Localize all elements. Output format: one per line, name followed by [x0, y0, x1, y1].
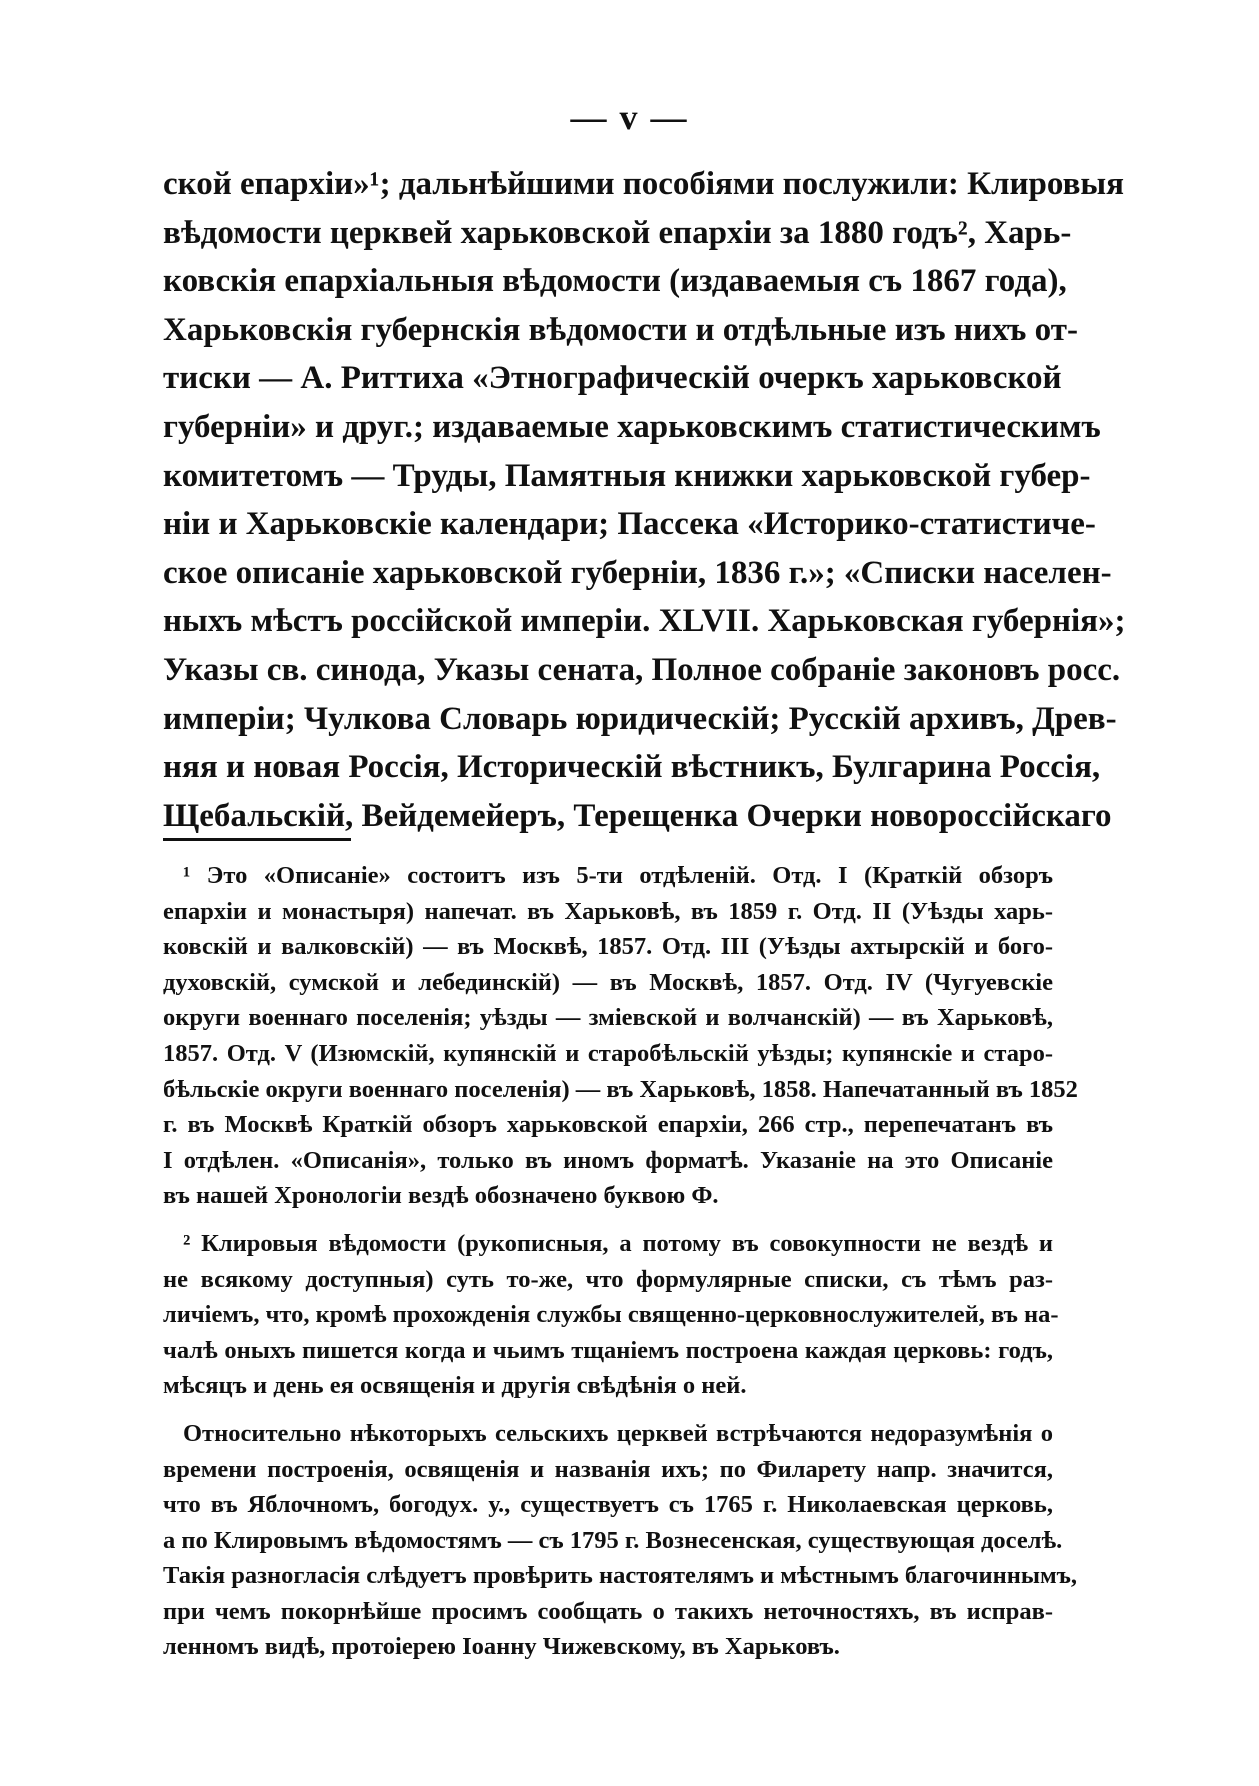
main-text-line: ковскія епархіальныя вѣдомости (издаваемыя съ 1867 года), [163, 263, 1067, 300]
main-text-line: имперіи; Чулкова Словарь юридическій; Русскій архивъ, Древ- [163, 700, 1117, 737]
footnote-line: духовскій, сумской и лебединскій) — въ Москвѣ, 1857. Отд. IV (Чугуевскіе [163, 968, 1053, 996]
footnote-line: времени построенія, освященія и названія ихъ; по Филарету напр. значится, [163, 1455, 1053, 1483]
footnote-line: 1857. Отд. V (Изюмскій, купянскій и старобѣльскій уѣзды; купянскіе и старо- [163, 1039, 1053, 1067]
main-text-line: губерніи» и друг.; издаваемые харьковскимъ статистическимъ [163, 408, 1101, 445]
footnote-1 [163, 858, 1078, 1214]
footnote-line: I отдѣлен. «Описанія», только въ иномъ форматѣ. Указаніе на это Описаніе [163, 1146, 1053, 1174]
main-text-line: вѣдомости церквей харьковской епархіи за 1880 годъ², Харь- [163, 214, 1072, 251]
main-text-line: Указы св. синода, Указы сената, Полное собраніе законовъ росс. [163, 651, 1121, 688]
main-text-line: тиски — А. Риттиха «Этнографическій очеркъ харьковской [163, 360, 1062, 397]
footnote-line: а по Клировымъ вѣдомостямъ — съ 1795 г. Вознесенская, существующая доселѣ. [163, 1526, 1063, 1554]
main-text-line: Щебальскій, Вейдемейеръ, Терещенка Очерки новороссійскаго [163, 797, 1112, 834]
main-text-line: няя и новая Россія, Историческій вѣстникъ, Булгарина Россія, [163, 749, 1101, 786]
footnote-line: епархіи и монастыря) напечат. въ Харьковѣ, въ 1859 г. Отд. II (Уѣзды харь- [163, 897, 1053, 925]
footnote-line: мѣсяцъ и день ея освященія и другія свѣдѣнія о ней. [163, 1372, 747, 1400]
footnote-line: ¹ Это «Описаніе» состоитъ изъ 5-ти отдѣленій. Отд. I (Краткій обзоръ [183, 862, 1053, 889]
main-text-line: Харьковскія губернскія вѣдомости и отдѣльные изъ нихъ от- [163, 311, 1078, 348]
main-text-line: ской епархіи»¹; дальнѣйшими пособіями послужили: Клировыя [163, 166, 1125, 202]
footnote-2 [163, 1226, 1059, 1404]
footnote-line: бѣльскіе округи военнаго поселенія) — въ Харьковѣ, 1858. Напечатанный въ 1852 [163, 1075, 1078, 1103]
footnote-line: Относительно нѣкоторыхъ сельскихъ церквей встрѣчаются недоразумѣнія о [183, 1419, 1053, 1447]
main-text-line: комитетомъ — Труды, Памятныя книжки харьковской губер- [163, 457, 1091, 494]
footnote-line: округи военнаго поселенія; уѣзды — зміевской и волчанскій) — въ Харьковѣ, [163, 1004, 1053, 1032]
footnote-separator-rule [163, 838, 351, 841]
footnote-line: Такія разногласія слѣдуетъ провѣрить настоятелямъ и мѣстнымъ благочиннымъ, [163, 1562, 1078, 1590]
page-number: — v — [570, 97, 689, 137]
footnote-line: не всякому доступныя) суть то-же, что формулярные списки, съ тѣмъ раз- [163, 1265, 1053, 1293]
main-text-block [163, 160, 1126, 840]
main-text-line: ніи и Харьковскіе календари; Пассека «Историко-статистиче- [163, 506, 1096, 543]
footnote-continuation [163, 1416, 1078, 1665]
footnote-line: при чемъ покорнѣйше просимъ сообщать о такихъ неточностяхъ, въ исправ- [163, 1597, 1053, 1625]
footnote-line: личіемъ, что, кромѣ прохожденія службы священно-церковнослужителей, въ на- [163, 1301, 1059, 1329]
footnote-line: ленномъ видѣ, протоіерею Іоанну Чижевскому, въ Харьковъ. [163, 1633, 840, 1661]
main-text-line: ское описаніе харьковской губерніи, 1836 г.»; «Списки населен- [163, 554, 1112, 591]
footnote-line: ² Клировыя вѣдомости (рукописныя, а потому въ совокупности не вездѣ и [183, 1229, 1053, 1257]
footnote-line: чалѣ оныхъ пишется когда и чьимъ тщаніемъ построена каждая церковь: годъ, [163, 1336, 1053, 1364]
footnote-line: въ нашей Хронологіи вездѣ обозначено буквою Ф. [163, 1182, 719, 1210]
footnote-line: ковскій и валковскій) — въ Москвѣ, 1857. Отд. III (Уѣзды ахтырскій и бого- [163, 933, 1053, 961]
footnote-line: г. въ Москвѣ Краткій обзоръ харьковской епархіи, 266 стр., перепечатанъ въ [163, 1111, 1053, 1139]
main-text-line: ныхъ мѣстъ россійской имперіи. XLVII. Харьковская губернія»; [163, 603, 1126, 640]
footnotes-block [163, 858, 1078, 1665]
footnote-line: что въ Яблочномъ, богодух. у., существуетъ съ 1765 г. Николаевская церковь, [163, 1491, 1053, 1519]
